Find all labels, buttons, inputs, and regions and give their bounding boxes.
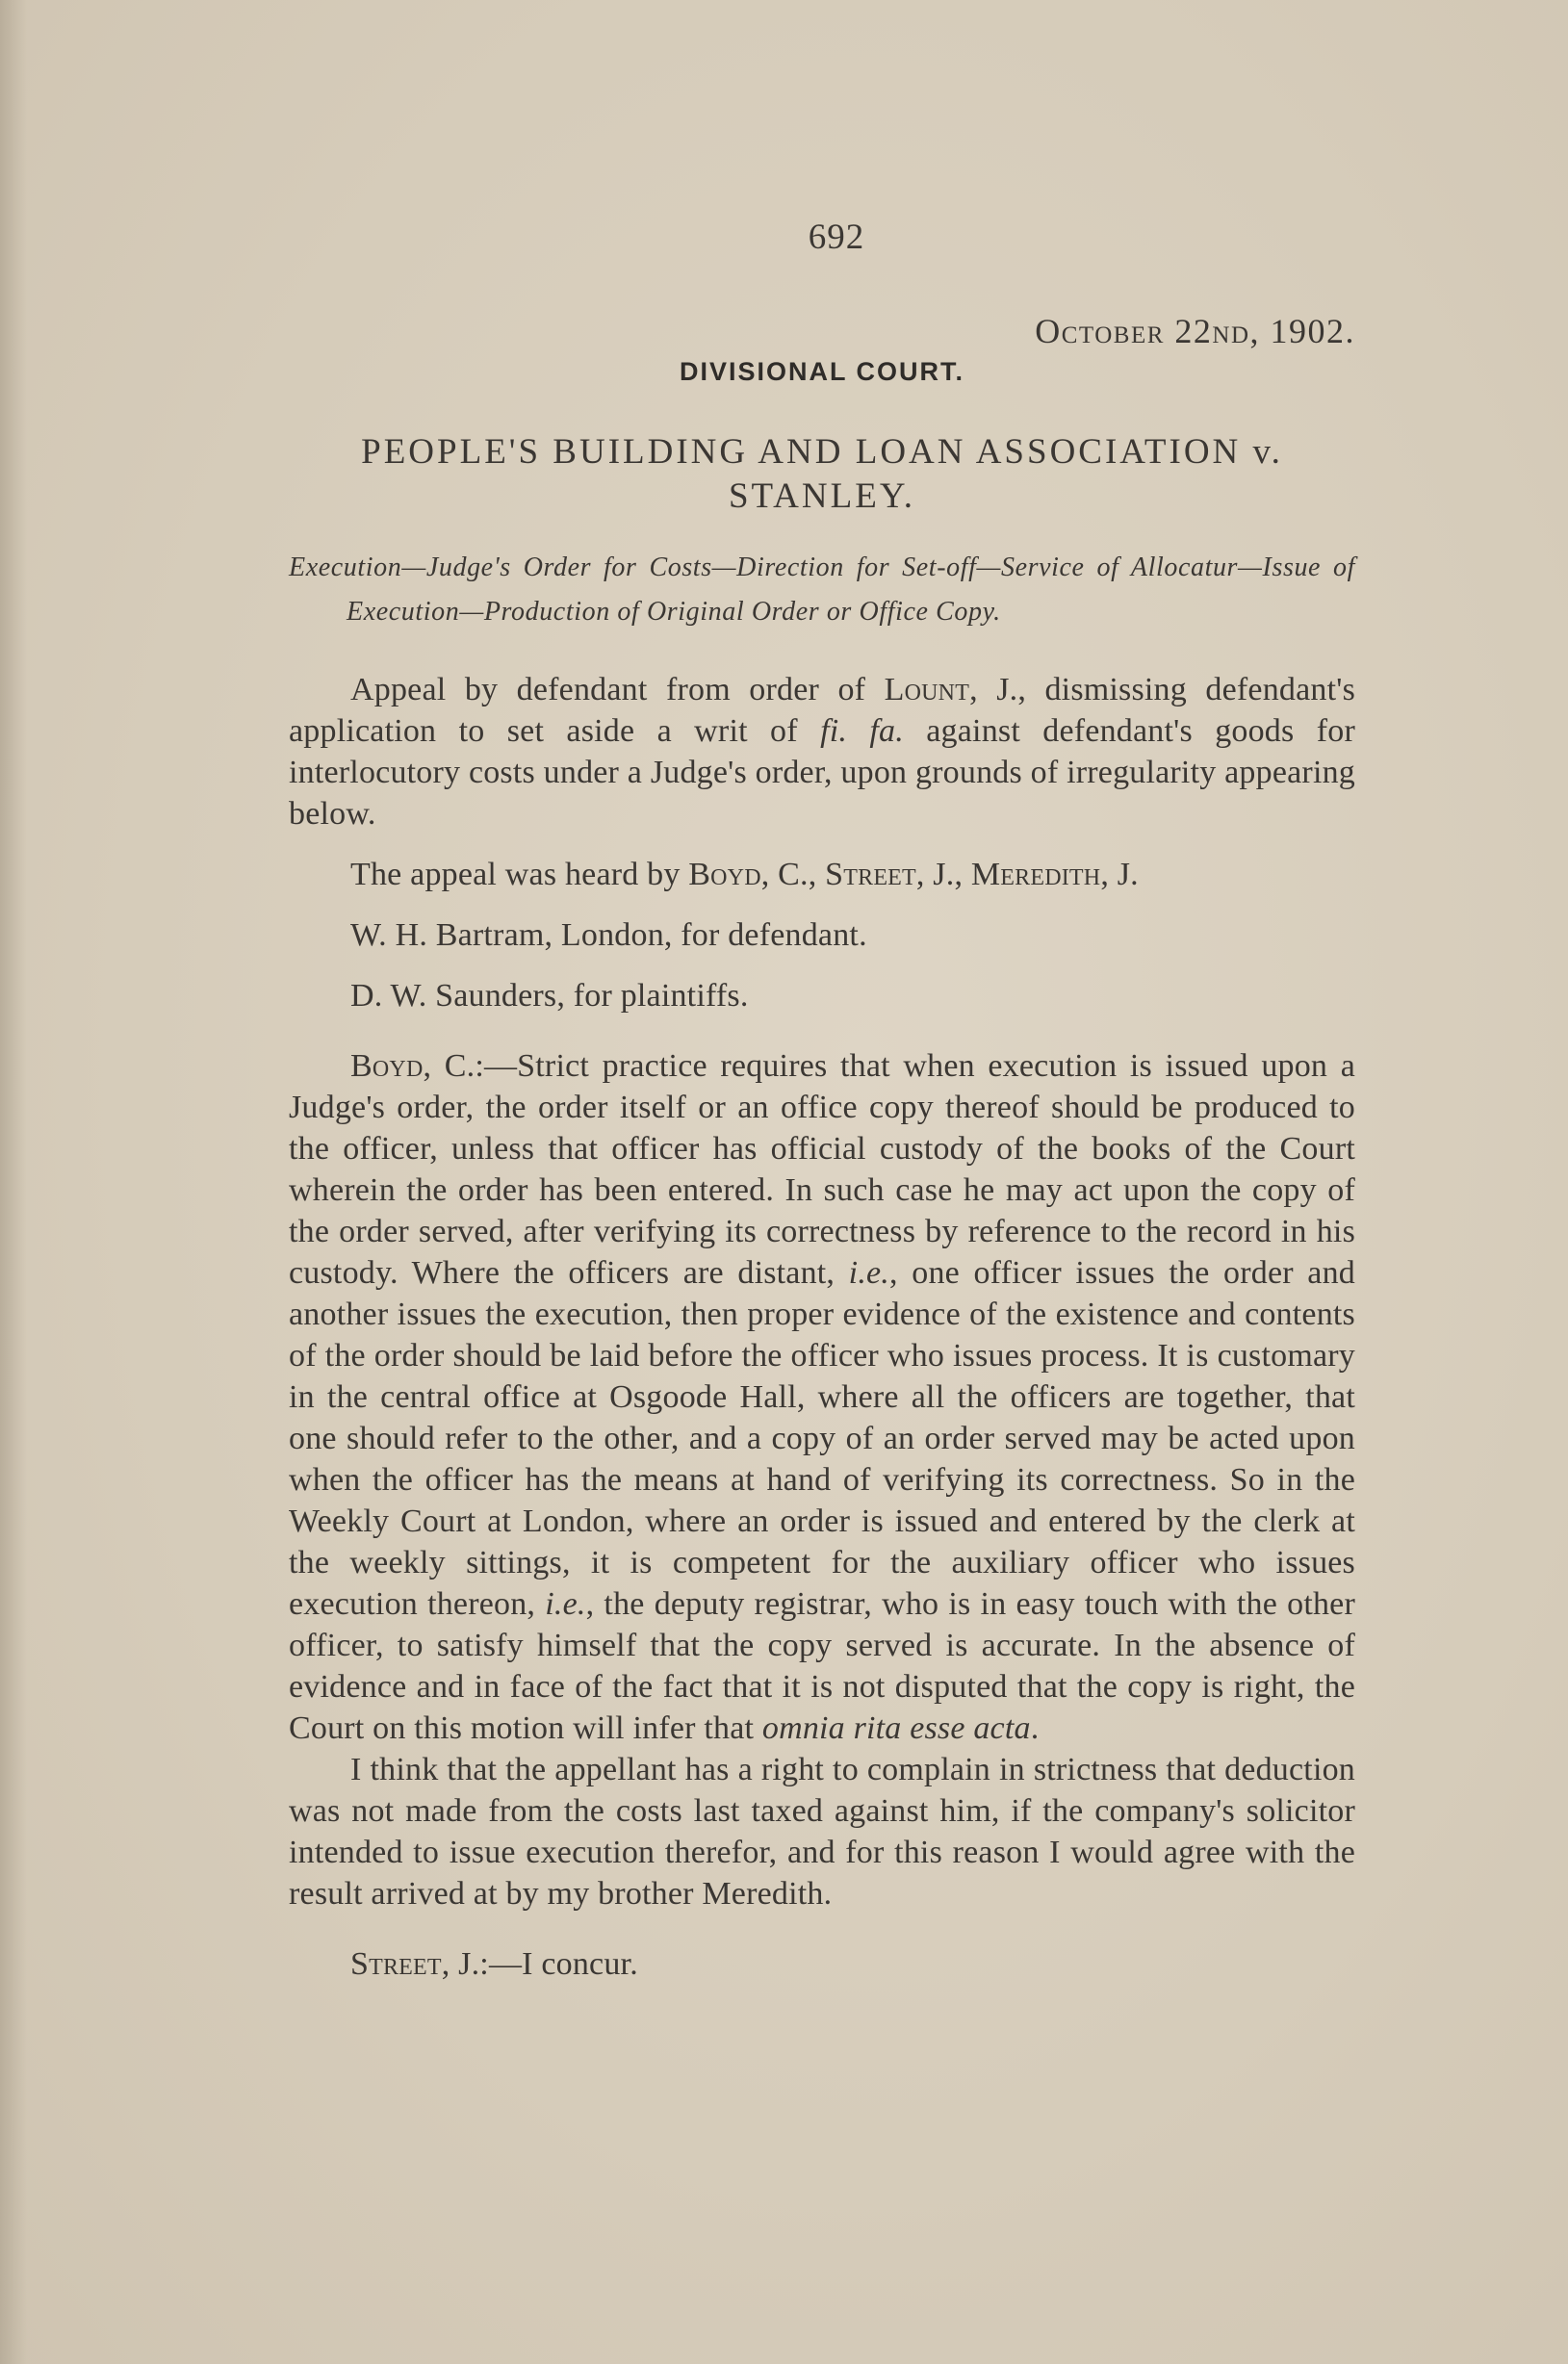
appeal-text-mid: , J., dismissing defendant's application to set aside a writ of <box>289 672 1355 749</box>
street-speaker: Street <box>350 1946 442 1982</box>
boyd-text-part4: . <box>1030 1710 1040 1746</box>
case-title: PEOPLE'S BUILDING AND LOAN ASSOCIATION v. STANLEY. <box>361 432 1283 516</box>
appeal-writ: fi. fa. <box>820 713 904 749</box>
counsel-defendant: W. H. Bartram, London, for defendant. <box>350 917 867 953</box>
heard-text-mid1: , C., <box>760 857 826 892</box>
decision-date: October 22nd, 1902. <box>1035 312 1355 350</box>
court-name: DIVISIONAL COURT. <box>679 357 965 386</box>
appeal-text-before: Appeal by defendant from order of <box>350 672 885 707</box>
boyd-ie-1: i.e. <box>848 1255 890 1291</box>
heard-judge-meredith: Meredith <box>970 857 1101 892</box>
appeal-paragraph <box>289 669 1355 835</box>
street-opinion-paragraph <box>289 1943 1355 1985</box>
street-text: , J.:—I concur. <box>441 1946 638 1982</box>
appeal-judge: Lount <box>884 672 970 707</box>
headnote: Execution—Judge's Order for Costs—Direction for Set-off—Service of Allocatur—Issue of Execution—Production of Original Order or Office Copy. <box>289 552 1355 627</box>
heard-paragraph <box>289 854 1355 895</box>
appeal-text-after: against defendant's goods for interlocutory costs under a Judge's order, upon grounds of irregularity appearing below. <box>289 713 1355 832</box>
boyd-text-part3: , the deputy registrar, who is in easy touch with the other officer, to satisfy himself that the copy served is accurate. In the absence of evidence and in face of the fact that it is not disputed that the copy is right, the Court on this motion will infer that <box>289 1586 1355 1746</box>
heard-text-mid2: , J., <box>915 857 971 892</box>
page-number: 692 <box>808 218 865 257</box>
heard-judge-boyd: Boyd <box>688 857 761 892</box>
page-content <box>289 217 1355 1985</box>
heard-text-after: , J. <box>1100 857 1139 892</box>
boyd-speaker: Boyd <box>350 1048 424 1084</box>
heard-judge-street: Street <box>825 857 916 892</box>
boyd-text-part1: , C.:—Strict practice requires that when execution is issued upon a Judge's order, the order itself or an office copy thereof should be produced to the officer, unless that officer has official custody of the books of the Court wherein the order has been entered. In such case he may act upon the copy of the order served, after verifying its correctness by reference to the record in his custody. Where the officers are distant, <box>289 1048 1355 1291</box>
boyd-text-part2: , one officer issues the order and another issues the execution, then proper evidence of the existence and contents of the order should be laid before the officer who issues process. It is customary in the central office at Osgoode Hall, where all the officers are together, that one should refer to the other, and a copy of an order served may be acted upon when the officer has the means at hand of verifying its correctness. So in the Weekly Court at London, where an order is issued and entered by the clerk at the weekly sittings, it is competent for the auxiliary officer who issues execution thereon, <box>289 1255 1355 1622</box>
boyd-ie-2: i.e. <box>545 1586 586 1622</box>
boyd-opinion-paragraph-2: I think that the appellant has a right to complain in strictness that deduction was not made from the costs last taxed against him, if the company's solicitor intended to issue execution therefor, and for this reason I would agree with the result arrived at by my brother Meredith. <box>289 1752 1355 1912</box>
page-gutter-shadow <box>0 0 27 2364</box>
counsel-plaintiffs: D. W. Saunders, for plaintiffs. <box>350 978 749 1014</box>
heard-text-before: The appeal was heard by <box>350 857 689 892</box>
boyd-maxim: omnia rita esse acta <box>761 1710 1031 1746</box>
boyd-opinion-paragraph <box>289 1045 1355 1749</box>
